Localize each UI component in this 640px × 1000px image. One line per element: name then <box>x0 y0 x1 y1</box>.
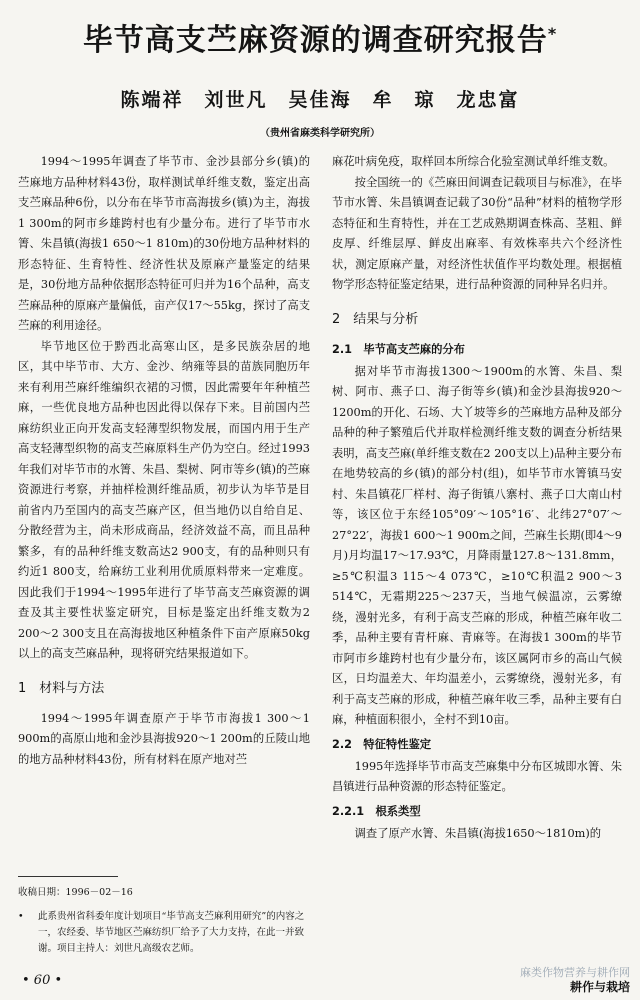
affiliation: （贵州省麻类科学研究所） <box>260 128 380 139</box>
watermark-site: 麻类作物营养与耕作网 <box>520 966 630 979</box>
section-2-1-heading: 2.1 毕节高支苎麻的分布 <box>332 342 465 356</box>
journal-section-label: 耕作与栽培 <box>569 980 630 994</box>
watermark <box>520 966 630 994</box>
section-2-2-heading: 2.2 特征特性鉴定 <box>332 737 432 751</box>
section-2-2-1-heading: 2.2.1 根系类型 <box>332 804 421 818</box>
section-1-heading: 1 材料与方法 <box>18 680 105 696</box>
intro-paragraph: 毕节地区位于黔西北高寒山区，是多民族杂居的地区，其中毕节市、大方、金沙、纳雍等县的苗族同胞历年来有利用苎麻纤维编织衣裙的习惯，因此需要年年种植苎麻，一些优良地方品种也因此得以保存下来。目前国内苎麻纺织业正向开发高支轻薄型织物发展，而国内用于生产高支轻薄型织物的高支苎麻原料生产仍为空白。经过1993年我们对毕节市的水箐、朱昌、梨树、阿市等乡(镇)的苎麻资源进行考察，并抽样检测纤维品质，初步认为毕节是目前省内乃至国内的高支苎麻产区，但当地仍以自给自足、分散经营为主，尚未形成商品，经济效益不高，而且品种繁多，有的品种纤维支数高达2 900支，有的品种则只有约近1 800支，给麻纺工业利用优质原料带来一定难度。因此我们于1994～1995年进行了毕节高支苎麻资源的调查及其主要性状鉴定研究，目标是鉴定出纤维支数为2 200～2 300支且在高海拔地区种植条件下亩产原麻50kg以上的高支苎麻品种，现将研究结果报道如下。 <box>18 339 310 660</box>
footnote-rule <box>18 876 118 877</box>
section-2-2-paragraph: 1995年选择毕节市高支苎麻集中分布区城即水箐、朱昌镇进行品种资源的形态特征鉴定。 <box>332 759 622 793</box>
title-footnote-mark: * <box>547 24 558 43</box>
section-2-heading: 2 结果与分析 <box>332 311 419 327</box>
body-columns <box>18 152 622 960</box>
section-2-1-paragraph: 据对毕节市海拔1300～1900m的水箐、朱昌、梨树、阿市、燕子口、海子街等乡(镇)和金沙县海拔920～1200m的开化、石场、大丫坡等乡的苎麻地方品种及部分品种的种子繁殖后代并取样检测纤维支数的调查分析结果表明，高支苎麻(单纤维支数在2 200支以上)品种主要分布在地势较高的乡(镇)的部分村(组)，如毕节市水箐镇马安村、朱昌镇花厂样村、海子街镇八寨村、燕子口大南山村等，该区位于东经105°09′～105°16′、北纬27°07′～27°22′，海拔1 600～1 900m之间，苎麻生长期(即4～9月)月均温17～17.93℃，月降雨量127.8～131.8mm，≥5℃积温3 115～4 073℃，≥10℃积温2 900～3 514℃，无霜期225～237天，当地气候温凉，云雾缭绕，漫射光多，有利于高支苎麻的形成，种植苎麻年收二季，品种主要有青杆麻、青麻等。在海拔1 300m的毕节市阿市乡雄跨村也有少量分布，该区属阿市乡的高山气候区，日均温差大、年均温差小，云雾缭绕，漫射光多，有利于高支苎麻的形成，种植苎麻年收三季，品种主要有白麻，种植面积很小，全村不到10亩。 <box>332 364 622 726</box>
method-paragraph: 按全国统一的《苎麻田间调查记载项目与标准》，在毕节市水箐、朱昌镇调查记载了30份“品种”材料的植物学形态特征和生育特性，并在工艺成熟期调查株高、茎粗、鲜皮厚、纤维层厚、鲜皮出麻率、有效株率共六个经济性状，测定原麻产量，对经济性状值作平均数处理。根据植物学形态特征鉴定结果，进行品种资源的同种异名归并。 <box>332 175 622 291</box>
title-text: 毕节高支苎麻资源的调查研究报告 <box>82 23 548 58</box>
abstract-paragraph: 1994～1995年调查了毕节市、金沙县部分乡(镇)的苎麻地方品种材料43份，取样测试单纤维支数，鉴定出高支苎麻品种6份，以分布在毕节市高海拔乡(镇)为主，海拔1 300m的阿市乡雄跨村也有少量分布。进行了毕节市水箐、朱昌镇(海拔1 650～1 810m)的30份地方品种材料的形态特征、生育特性、经济性状及原麻产量鉴定的结果是，30份地方品种依据形态特征可归并为16个品种，高支苎麻品种的原麻产量偏低，亩产仅17～55kg，探讨了高支苎麻的利用途径。 <box>18 155 310 332</box>
funding-footnote <box>18 909 310 957</box>
paper-title <box>18 0 622 61</box>
received-date: 收稿日期：1996－02－16 <box>18 887 133 898</box>
section-1-paragraph: 1994～1995年调查原产于毕节市海拔1 300～1 900m的高原山地和金沙县海拔920～1 200m的丘陵山地的地方品种材料43份，所有材料在原产地对苎 <box>18 711 310 766</box>
footnote-bullet-icon: • <box>18 911 24 922</box>
left-column <box>18 152 310 770</box>
section-2-2-1-paragraph: 调查了原产水箐、朱昌镇(海拔1650～1810m)的 <box>354 826 602 840</box>
funding-footnote-text: 此系贵州省科委年度计划项目“毕节高支苎麻利用研究”的内容之一，农经委、毕节地区苎麻纺织厂给予了大力支持，在此一并致谢。项目主持人：刘世凡高级农艺师。 <box>38 911 305 954</box>
footnote-area <box>18 876 310 957</box>
continued-paragraph: 麻花叶病免疫，取样回本所综合化验室测试单纤维支数。 <box>332 155 615 168</box>
author-list: 陈端祥 刘世凡 吴佳海 牟 琼 龙忠富 <box>120 89 520 111</box>
right-column <box>332 152 622 844</box>
page-number: • 60 • <box>22 973 63 988</box>
